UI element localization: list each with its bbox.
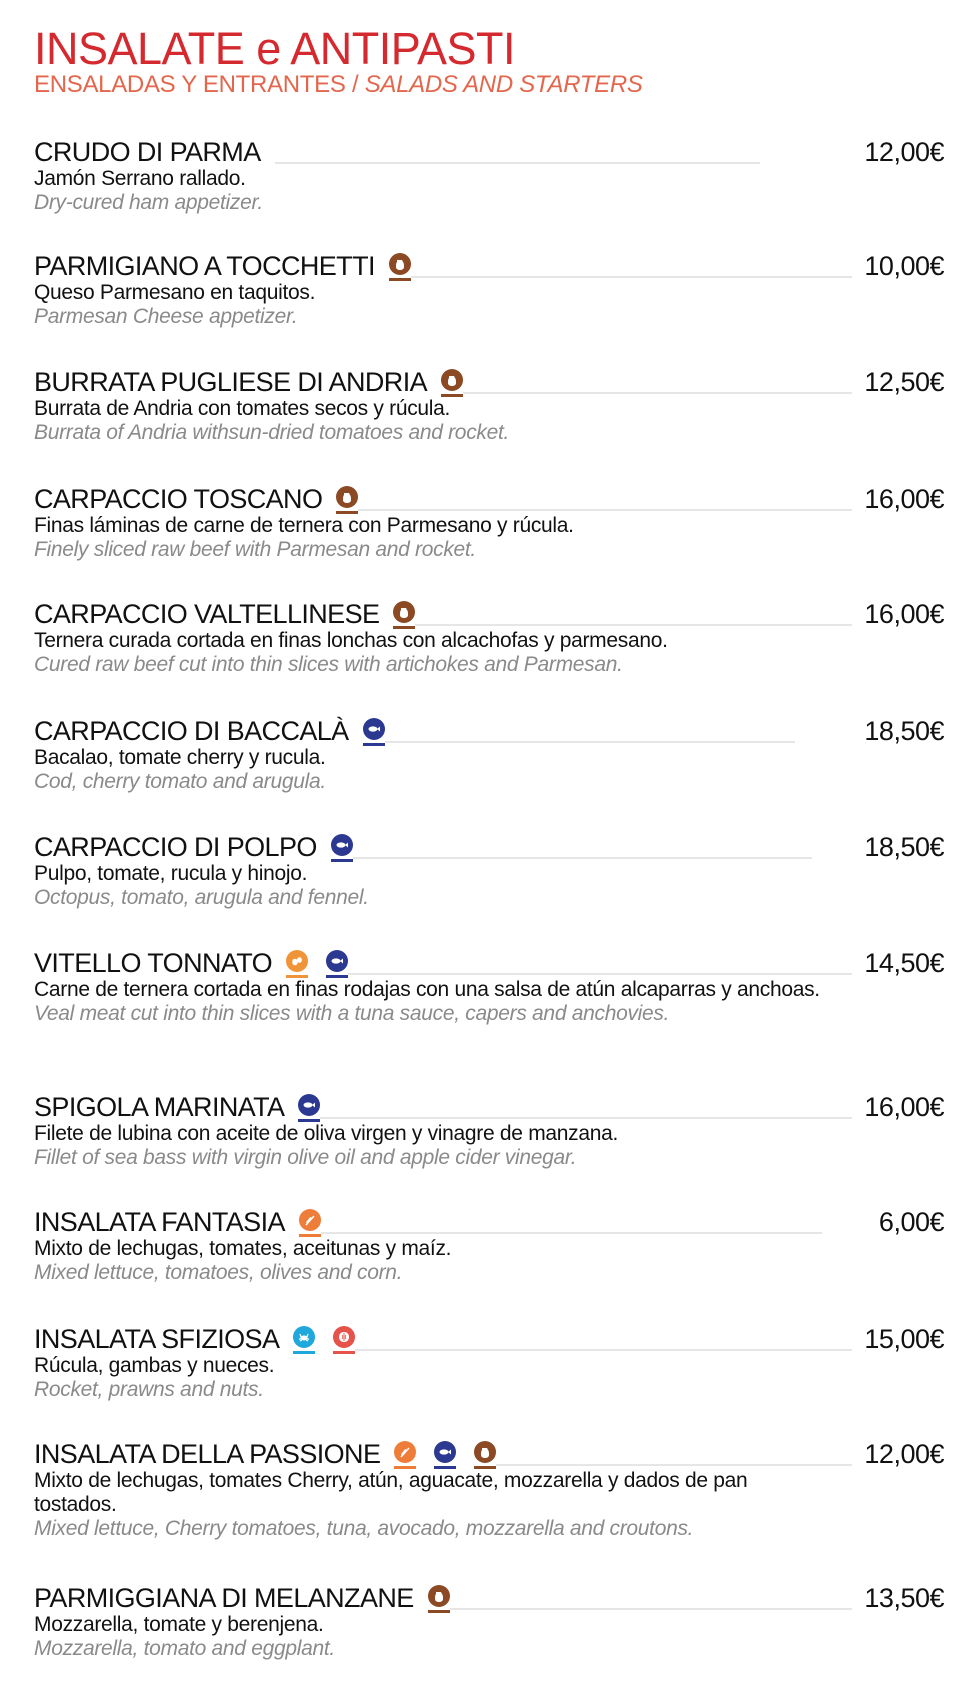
item-description-en: Cod, cherry tomato and arugula. bbox=[34, 770, 326, 793]
menu-item-header bbox=[34, 1207, 944, 1237]
menu-item bbox=[34, 1207, 944, 1285]
leader-line bbox=[450, 1608, 852, 1610]
item-price: 15,00€ bbox=[864, 1324, 944, 1354]
item-price: 12,00€ bbox=[864, 1439, 944, 1469]
dairy-icon bbox=[474, 1441, 496, 1463]
menu-item-header bbox=[34, 832, 944, 862]
leader-line bbox=[348, 973, 852, 975]
fish-icon bbox=[331, 834, 353, 856]
item-description-es: Rúcula, gambas y nueces. bbox=[34, 1354, 275, 1377]
gluten-icon bbox=[299, 1209, 321, 1231]
item-price: 14,50€ bbox=[864, 948, 944, 978]
nuts-icon bbox=[333, 1326, 355, 1348]
leader-line bbox=[385, 741, 795, 743]
item-description-es: Filete de lubina con aceite de oliva virgen y vinagre de manzana. bbox=[34, 1122, 619, 1145]
item-price: 18,50€ bbox=[864, 832, 944, 862]
item-description-es: Mixto de lechugas, tomates, aceitunas y maíz. bbox=[34, 1237, 452, 1260]
leader-line bbox=[358, 509, 852, 511]
item-name: CARPACCIO TOSCANO bbox=[34, 484, 323, 514]
item-price: 16,00€ bbox=[864, 484, 944, 514]
leader-line bbox=[275, 162, 760, 164]
dairy-icon bbox=[336, 486, 358, 508]
item-description-en: Mixed lettuce, tomatoes, olives and corn. bbox=[34, 1261, 403, 1284]
item-description-es: Mixto de lechugas, tomates Cherry, atún, aguacate, mozzarella y dados de pan tostados. bbox=[34, 1469, 748, 1516]
item-name: INSALATA FANTASIA bbox=[34, 1207, 285, 1237]
item-name: PARMIGIANO A TOCCHETTI bbox=[34, 251, 375, 281]
item-price: 16,00€ bbox=[864, 599, 944, 629]
item-name: INSALATA DELLA PASSIONE bbox=[34, 1439, 381, 1469]
item-name: INSALATA SFIZIOSA bbox=[34, 1324, 280, 1354]
item-price: 13,50€ bbox=[864, 1583, 944, 1613]
fish-icon bbox=[326, 950, 348, 972]
item-description-en: Parmesan Cheese appetizer. bbox=[34, 305, 298, 328]
item-name: CARPACCIO DI POLPO bbox=[34, 832, 317, 862]
item-description-en: Octopus, tomato, arugula and fennel. bbox=[34, 886, 369, 909]
item-description-es: Jamón Serrano rallado. bbox=[34, 167, 246, 190]
menu-item bbox=[34, 251, 944, 329]
menu-item bbox=[34, 484, 944, 562]
section-subtitle bbox=[34, 72, 643, 98]
menu-item-header bbox=[34, 716, 944, 746]
menu-item bbox=[34, 599, 944, 677]
menu-item-header bbox=[34, 367, 944, 397]
dairy-icon bbox=[428, 1585, 450, 1607]
menu-item bbox=[34, 1092, 944, 1170]
dairy-icon bbox=[389, 253, 411, 275]
menu-item bbox=[34, 1324, 944, 1402]
menu-item bbox=[34, 948, 944, 1026]
menu-item-header bbox=[34, 484, 944, 514]
item-price: 10,00€ bbox=[864, 251, 944, 281]
menu-item-header bbox=[34, 1583, 944, 1613]
leader-line bbox=[320, 1117, 852, 1119]
item-description-es: Queso Parmesano en taquitos. bbox=[34, 281, 316, 304]
menu-item-header bbox=[34, 948, 944, 978]
menu-item bbox=[34, 367, 944, 445]
item-name: SPIGOLA MARINATA bbox=[34, 1092, 285, 1122]
leader-line bbox=[321, 1232, 822, 1234]
fish-icon bbox=[434, 1441, 456, 1463]
leader-line bbox=[415, 624, 852, 626]
item-description-es: Ternera curada cortada en finas lonchas con alcachofas y parmesano. bbox=[34, 629, 668, 652]
item-description-es: Carne de ternera cortada en finas rodajas con una salsa de atún alcaparras y anchoas. bbox=[34, 978, 820, 1001]
subtitle-en: SALADS AND STARTERS bbox=[364, 71, 643, 98]
item-name: PARMIGGIANA DI MELANZANE bbox=[34, 1583, 414, 1613]
item-name: CARPACCIO DI BACCALÀ bbox=[34, 716, 349, 746]
menu-item-header bbox=[34, 1324, 944, 1354]
fish-icon bbox=[298, 1094, 320, 1116]
dairy-icon bbox=[441, 369, 463, 391]
menu-item bbox=[34, 137, 944, 215]
gluten-icon bbox=[394, 1441, 416, 1463]
item-description-en: Mixed lettuce, Cherry tomatoes, tuna, avocado, mozzarella and croutons. bbox=[34, 1517, 694, 1540]
leader-line bbox=[496, 1464, 852, 1466]
menu-header bbox=[34, 23, 643, 98]
leader-line bbox=[463, 392, 852, 394]
menu-item bbox=[34, 832, 944, 910]
item-name: CARPACCIO VALTELLINESE bbox=[34, 599, 380, 629]
leader-line bbox=[355, 1349, 852, 1351]
menu-item-header bbox=[34, 1439, 944, 1469]
item-price: 18,50€ bbox=[864, 716, 944, 746]
leader-line bbox=[411, 276, 852, 278]
item-name: CRUDO DI PARMA bbox=[34, 137, 261, 167]
fish-icon bbox=[363, 718, 385, 740]
item-description-en: Burrata of Andria withsun-dried tomatoes and rocket. bbox=[34, 421, 510, 444]
item-description-en: Rocket, prawns and nuts. bbox=[34, 1378, 264, 1401]
item-name: BURRATA PUGLIESE DI ANDRIA bbox=[34, 367, 427, 397]
section-title: INSALATE e ANTIPASTI bbox=[34, 23, 515, 74]
item-description-es: Burrata de Andria con tomates secos y rúcula. bbox=[34, 397, 451, 420]
item-price: 16,00€ bbox=[864, 1092, 944, 1122]
egg-icon bbox=[286, 950, 308, 972]
menu-item bbox=[34, 1583, 944, 1661]
item-price: 12,00€ bbox=[864, 137, 944, 167]
item-description-en: Cured raw beef cut into thin slices with artichokes and Parmesan. bbox=[34, 653, 623, 676]
leader-line bbox=[353, 857, 812, 859]
item-description-es: Finas láminas de carne de ternera con Parmesano y rúcula. bbox=[34, 514, 574, 537]
item-description-en: Mozzarella, tomato and eggplant. bbox=[34, 1637, 335, 1660]
item-description-es: Bacalao, tomate cherry y rucula. bbox=[34, 746, 326, 769]
menu-item-header bbox=[34, 137, 944, 167]
item-description-es: Mozzarella, tomate y berenjena. bbox=[34, 1613, 324, 1636]
item-description-en: Finely sliced raw beef with Parmesan and rocket. bbox=[34, 538, 476, 561]
crustacean-icon bbox=[293, 1326, 315, 1348]
menu-item bbox=[34, 1439, 944, 1541]
subtitle-es: ENSALADAS Y ENTRANTES / bbox=[34, 71, 365, 98]
menu-item bbox=[34, 716, 944, 794]
menu-item-header bbox=[34, 251, 944, 281]
menu-item-header bbox=[34, 599, 944, 629]
item-price: 12,50€ bbox=[864, 367, 944, 397]
item-description-en: Fillet of sea bass with virgin olive oil and apple cider vinegar. bbox=[34, 1146, 577, 1169]
dairy-icon bbox=[393, 601, 415, 623]
item-description-en: Dry-cured ham appetizer. bbox=[34, 191, 263, 214]
item-name: VITELLO TONNATO bbox=[34, 948, 273, 978]
item-description-en: Veal meat cut into thin slices with a tuna sauce, capers and anchovies. bbox=[34, 1002, 670, 1025]
item-price: 6,00€ bbox=[878, 1207, 944, 1237]
item-description-es: Pulpo, tomate, rucula y hinojo. bbox=[34, 862, 308, 885]
menu-item-header bbox=[34, 1092, 944, 1122]
